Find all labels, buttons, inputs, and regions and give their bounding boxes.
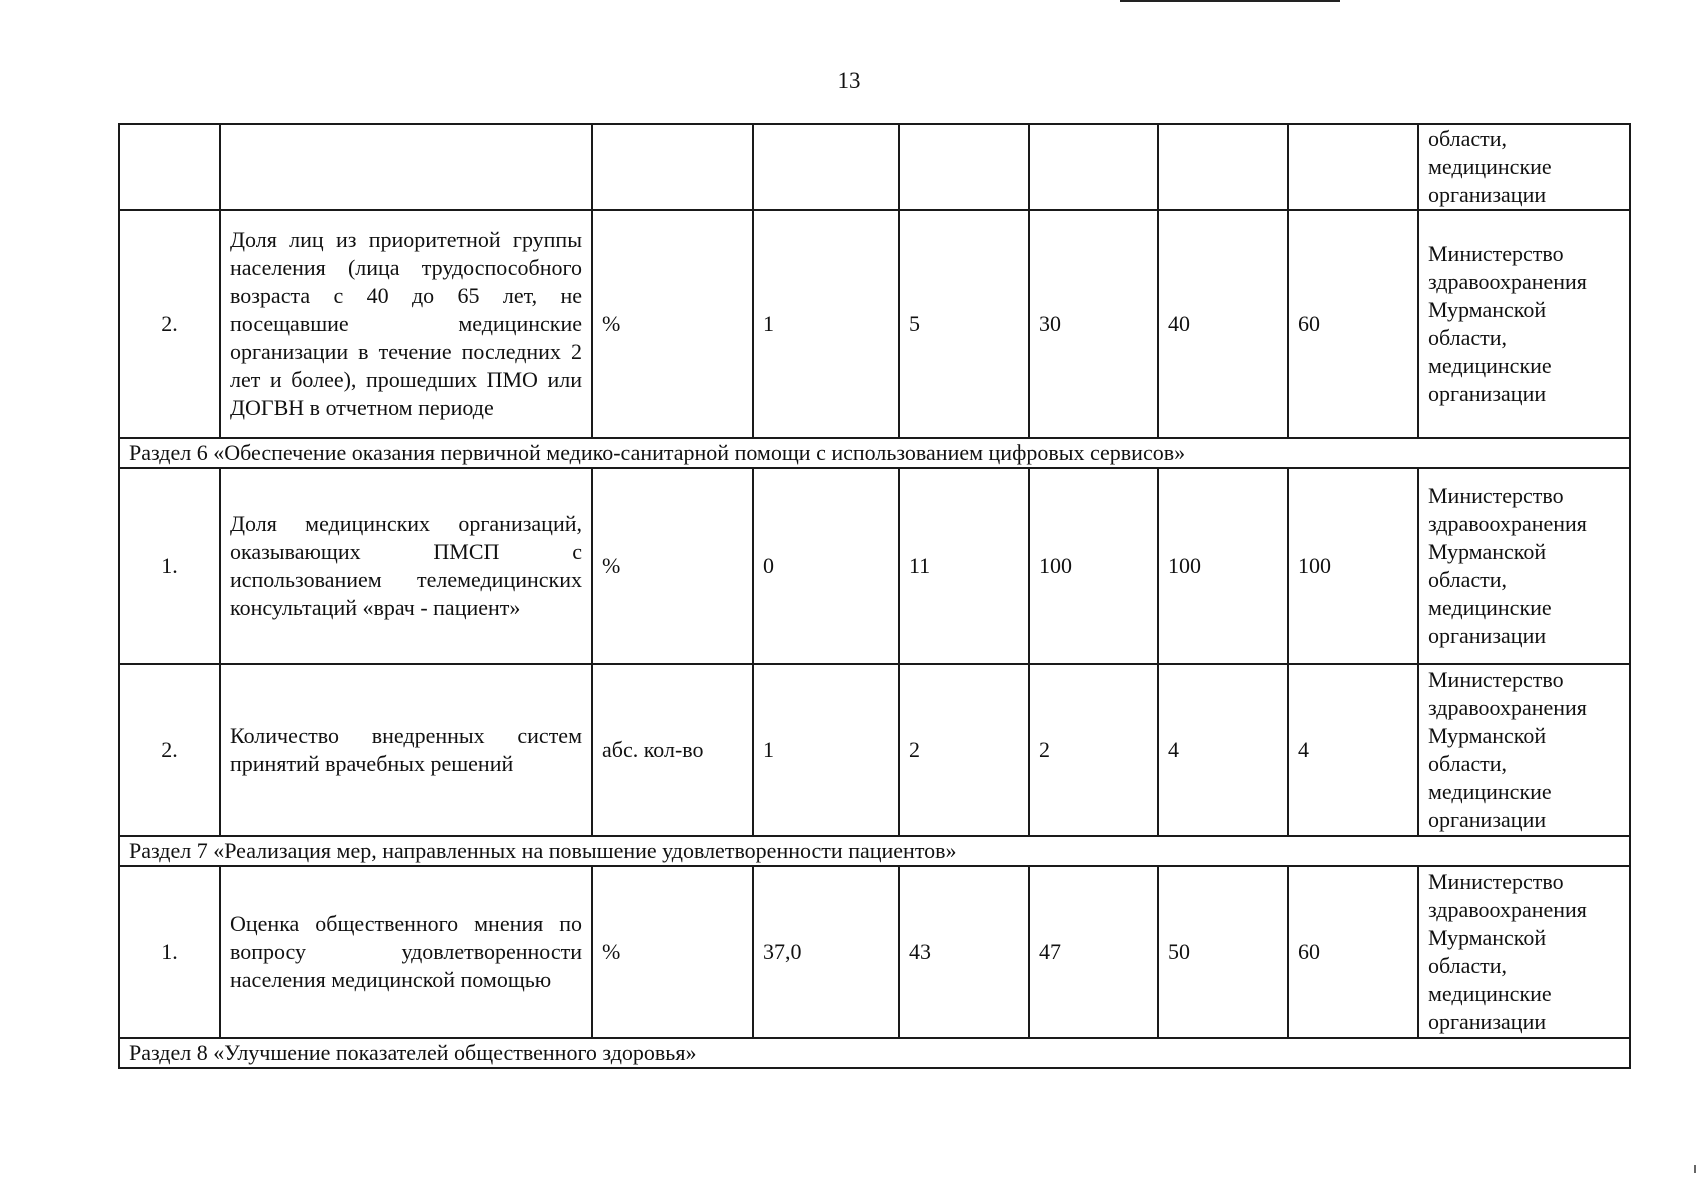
row-number: 1. [119,468,220,664]
responsible-cell: Министерство здравоохранения Мурманской области, медицинские организации [1418,664,1630,836]
value-cell [753,124,899,210]
table-row-continuation [119,124,1630,210]
value-cell: 5 [899,210,1029,438]
top-rule [1120,0,1340,2]
page-number: 13 [837,68,861,93]
value-cell: 4 [1158,664,1288,836]
indicator-cell: Доля лиц из приоритетной группы населения (лица трудоспособного возраста с 40 до 65 лет, не посещавшие медицинские организации в течение последних 2 лет и более), прошедших ПМО или ДОГВН в отчетном периоде [220,210,592,438]
indicator-cell [220,124,592,210]
value-cell: 0 [753,468,899,664]
value-cell: 50 [1158,866,1288,1038]
unit-cell: % [592,468,753,664]
value-cell [1288,124,1418,210]
value-cell: 100 [1288,468,1418,664]
value-cell: 30 [1029,210,1158,438]
value-cell: 100 [1158,468,1288,664]
section-row [119,1038,1630,1068]
value-cell: 1 [753,210,899,438]
responsible-cell: Министерство здравоохранения Мурманской области, медицинские организации [1418,866,1630,1038]
value-cell: 60 [1288,210,1418,438]
unit-cell: % [592,866,753,1038]
num-cell [119,124,220,210]
responsible-cell: области, медицинские организации [1418,124,1630,210]
unit-cell [592,124,753,210]
indicator-cell: Количество внедренных систем принятий врачебных решений [220,664,592,836]
value-cell: 60 [1288,866,1418,1038]
value-cell: 2 [1029,664,1158,836]
value-cell: 47 [1029,866,1158,1038]
value-cell [899,124,1029,210]
row-number: 1. [119,866,220,1038]
section-title: Раздел 7 «Реализация мер, направленных на повышение удовлетворенности пациентов» [119,836,1630,866]
table-row [119,210,1630,438]
row-number: 2. [119,210,220,438]
table-row [119,468,1630,664]
unit-cell: % [592,210,753,438]
indicator-cell: Доля медицинских организаций, оказывающих ПМСП с использованием телемедицинских консультаций «врач - пациент» [220,468,592,664]
section-title: Раздел 8 «Улучшение показателей общественного здоровья» [119,1038,1630,1068]
value-cell [1158,124,1288,210]
value-cell: 11 [899,468,1029,664]
value-cell: 4 [1288,664,1418,836]
section-row [119,836,1630,866]
value-cell: 37,0 [753,866,899,1038]
table-row [119,866,1630,1038]
responsible-cell: Министерство здравоохранения Мурманской области, медицинские организации [1418,210,1630,438]
section-row [119,438,1630,468]
unit-cell: абс. кол-во [592,664,753,836]
indicators-table [118,123,1631,1069]
value-cell: 43 [899,866,1029,1038]
value-cell: 1 [753,664,899,836]
row-number: 2. [119,664,220,836]
value-cell: 2 [899,664,1029,836]
responsible-cell: Министерство здравоохранения Мурманской области, медицинские организации [1418,468,1630,664]
value-cell: 40 [1158,210,1288,438]
section-title: Раздел 6 «Обеспечение оказания первичной медико-санитарной помощи с использованием цифровых сервисов» [119,438,1630,468]
value-cell: 100 [1029,468,1158,664]
scan-mark [1694,1165,1696,1173]
table-row [119,664,1630,836]
indicator-cell: Оценка общественного мнения по вопросу удовлетворенности населения медицинской помощью [220,866,592,1038]
value-cell [1029,124,1158,210]
